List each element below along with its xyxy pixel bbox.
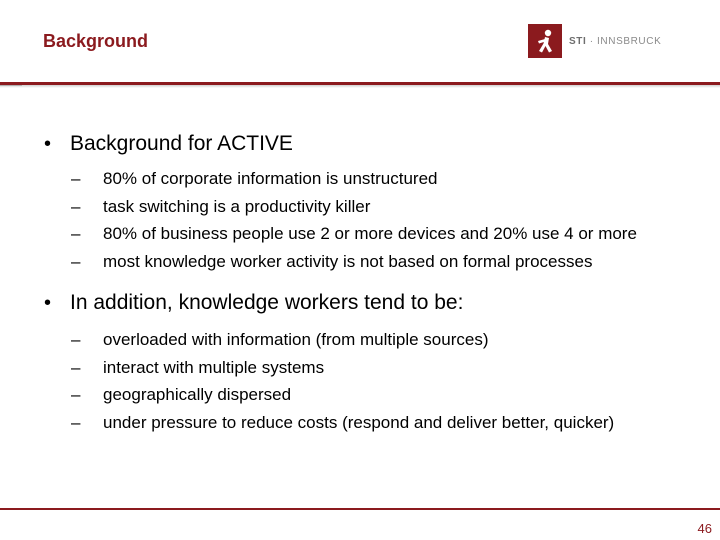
bullet-item xyxy=(44,289,694,317)
sub-item-text: interact with multiple systems xyxy=(103,357,325,377)
bullet-marker: • xyxy=(44,133,52,155)
sub-marker: – xyxy=(71,385,81,404)
sub-item xyxy=(44,409,711,437)
logo-separator: · xyxy=(586,35,598,47)
sub-item xyxy=(44,326,711,354)
sub-marker: – xyxy=(71,330,81,349)
bullet-text: In addition, knowledge workers tend to be: xyxy=(70,291,464,314)
sub-item-text: most knowledge worker activity is not based on formal processes xyxy=(103,251,593,271)
sub-marker: – xyxy=(71,196,81,216)
sub-item-text: geographically dispersed xyxy=(103,385,292,404)
sti-logo-icon xyxy=(528,24,562,58)
sub-item-text: task switching is a productivity killer xyxy=(103,196,371,216)
sub-item-text: overloaded with information (from multiple sources) xyxy=(103,330,489,349)
sub-item xyxy=(44,220,711,248)
sub-item xyxy=(44,165,711,193)
header-divider-shadow xyxy=(0,85,720,88)
sub-marker: – xyxy=(71,357,81,377)
sub-item xyxy=(44,354,711,382)
sub-marker: – xyxy=(71,169,81,188)
sub-marker: – xyxy=(71,251,81,271)
sub-marker: – xyxy=(71,224,81,243)
slide-title: Background xyxy=(43,31,149,51)
footer-divider xyxy=(0,508,720,510)
bullet-text: Background for ACTIVE xyxy=(70,132,293,155)
header-tick xyxy=(0,85,22,86)
logo-brand: STI xyxy=(569,35,587,47)
page-number: 46 xyxy=(697,521,712,536)
bullet-marker: • xyxy=(44,292,52,314)
logo-location: INNSBRUCK xyxy=(597,35,662,47)
slide-content xyxy=(44,130,694,436)
sub-item xyxy=(44,193,711,221)
sub-marker: – xyxy=(71,412,81,432)
sub-item-text: under pressure to reduce costs (respond and deliver better, quicker) xyxy=(103,412,615,432)
bullet-item xyxy=(44,130,694,158)
sub-item xyxy=(44,248,711,276)
sub-item xyxy=(44,381,711,409)
sub-item-text: 80% of business people use 2 or more devices and 20% use 4 or more xyxy=(103,224,637,243)
sub-item-text: 80% of corporate information is unstructured xyxy=(103,169,438,188)
sti-logo xyxy=(528,24,661,58)
logo-wordmark xyxy=(569,36,661,47)
